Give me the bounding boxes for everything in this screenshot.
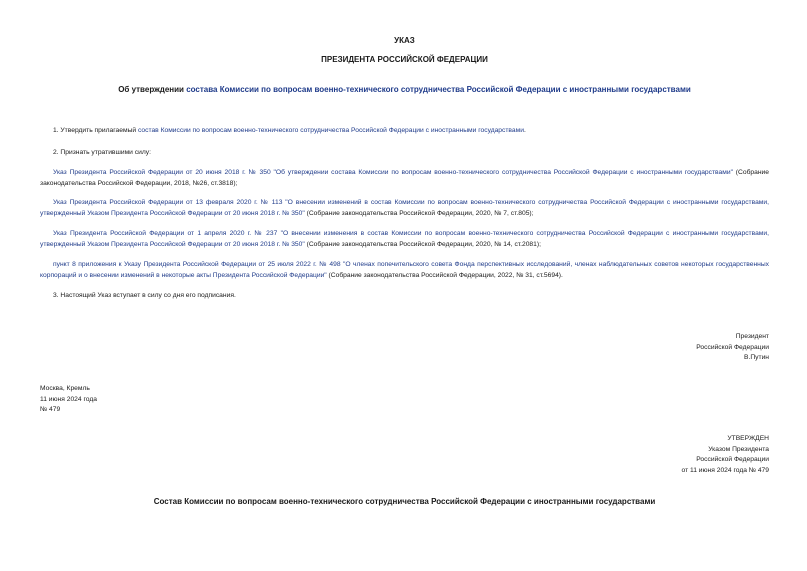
place: Москва, Кремль — [40, 385, 90, 392]
repealed-act-2 — [40, 198, 769, 219]
decree-subject — [40, 85, 769, 94]
repealed-act-1 — [40, 168, 769, 189]
approval-by: Указом Президента — [708, 445, 769, 453]
item-1-link[interactable]: состав Комиссии по вопросам военно-технического сотрудничества Российской Федерации с иностранными государствами — [137, 127, 524, 134]
repealed-act-2-source: (Собрание законодательства Российской Федерации, 2020, № 7, ст.805); — [304, 209, 534, 217]
item-3: 3. Настоящий Указ вступает в силу со дня его подписания. — [53, 292, 236, 299]
decree-number: № 479 — [40, 406, 61, 413]
repealed-act-3 — [40, 229, 769, 250]
signature-title: Президент — [735, 333, 769, 340]
signature-country: Российской Федерации — [696, 343, 769, 351]
item-1 — [40, 126, 769, 137]
document-page — [40, 0, 769, 571]
approval-country: Российской Федерации — [696, 456, 769, 463]
decree-title: УКАЗ — [394, 36, 415, 45]
repealed-act-3-link[interactable]: Указ Президента Российской Федерации от 1 апреля 2020 г. № 237 "О внесении изменения в состав Комиссии по вопросам военно-технического сотрудничества Российской Федерации с иностранными государствами, утвержденный Указом Президента Российской Федерации от 20 июня 2018 г. № 350" — [40, 230, 769, 248]
decree-subject-link[interactable]: состава Комиссии по вопросам военно-технического сотрудничества Российской Федерации с иностранными государствами — [186, 85, 691, 94]
approval-date: от 11 июня 2024 года № 479 — [681, 466, 769, 474]
decree-subject-prefix: Об утверждении — [118, 85, 187, 94]
item-2: 2. Признать утратившими силу: — [53, 149, 151, 156]
date: 11 июня 2024 года — [40, 395, 97, 403]
repealed-act-3-source: (Собрание законодательства Российской Федерации, 2020, № 14, ст.2081); — [304, 240, 541, 248]
repealed-act-4 — [40, 260, 769, 281]
repealed-act-2-link[interactable]: Указ Президента Российской Федерации от 13 февраля 2020 г. № 113 "О внесении изменений в состав Комиссии по вопросам военно-технического сотрудничества Российской Федерации с иностранными государствами, утвержденный Указом Президента Российской Федерации от 20 июня 2018 г. № 350" — [40, 199, 769, 217]
place-date-block — [40, 384, 97, 416]
decree-issuer: ПРЕЗИДЕНТА РОССИЙСКОЙ ФЕДЕРАЦИИ — [321, 55, 488, 64]
approval-stamp: УТВЕРЖДЕН — [727, 435, 769, 442]
item-1-suffix: . — [523, 127, 526, 134]
repealed-act-1-source: (Собрание законодательства Российской Федерации, 2018, №26, ст.3818); — [40, 169, 769, 187]
annex-title: Состав Комиссии по вопросам военно-технического сотрудничества Российской Федерации с иностранными государствами — [153, 497, 656, 506]
repealed-act-1-link[interactable]: Указ Президента Российской Федерации от 20 июня 2018 г. № 350 "Об утверждении состава Комиссии по вопросам военно-технического сотрудничества Российской Федерации с иностранными государствами" — [53, 169, 733, 176]
signature-block — [696, 332, 769, 364]
item-1-text: 1. Утвердить прилагаемый — [53, 127, 138, 134]
signature-name: В.Путин — [744, 354, 769, 361]
repealed-act-4-link[interactable]: пункт 8 приложения к Указу Президента Российской Федерации от 25 июля 2022 г. № 498 "О членах попечительского совета Фонда перспективных исследований, членах наблюдательных советов некоторых государственных корпораций и о внесении изменений в некоторые акты Президента Российской Федерации" — [40, 261, 769, 279]
repealed-act-4-source: (Собрание законодательства Российской Федерации, 2022, № 31, ст.5694). — [326, 271, 563, 279]
approval-block — [682, 434, 769, 476]
